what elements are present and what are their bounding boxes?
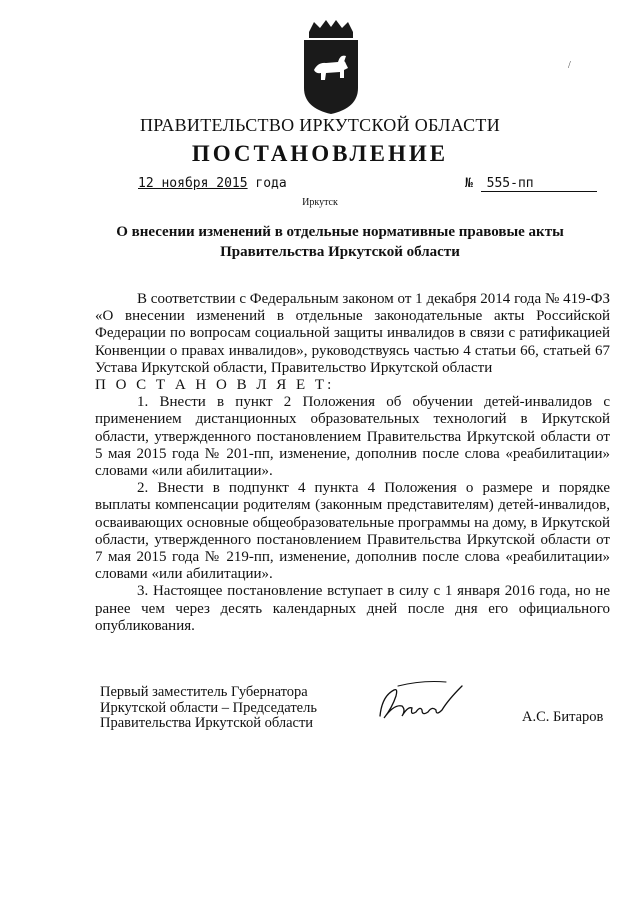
document-city: Иркутск	[302, 197, 338, 208]
item-1-paragraph: 1. Внести в пункт 2 Положения об обучении детей-инвалидов с применением дистанционных образовательных технологий в Иркутской области, утвержденного постановлением Правительства Иркутской области от 5 мая 2015 года № 201-пп, изменение, дополнив после слова «реабилитации» словами «или абилитации».	[95, 394, 610, 480]
document-body	[95, 291, 610, 635]
item-2-paragraph: 2. Внести в подпункт 4 пункта 4 Положения о размере и порядке выплаты компенсации родителям (законным представителям) детей-инвалидов, осваивающих основные общеобразовательные программы на дому, в Иркутской области, утвержденного постановлением Правительства Иркутской области от 7 мая 2015 года № 219-пп, изменение, дополнив после слова «реабилитации» словами «или абилитации».	[95, 480, 610, 583]
preamble-paragraph: В соответствии с Федеральным законом от 1 декабря 2014 года № 419-ФЗ «О внесении изменений в отдельные законодательные акты Российской Федерации по вопросам социальной защиты инвалидов в связи с ратификацией Конвенции о правах инвалидов», руководствуясь частью 4 статьи 66, статьей 67 Устава Иркутской области, Правительство Иркутской области	[95, 291, 610, 376]
signer-name: А.С. Битаров	[522, 709, 604, 725]
title-line-1: О внесении изменений в отдельные нормативные правовые акты	[116, 224, 564, 240]
item-3-paragraph: 3. Настоящее постановление вступает в силу с 1 января 2016 года, но не ранее чем через десять календарных дней после дня его официального опубликования.	[95, 583, 610, 634]
number-value: 555-пп	[481, 176, 597, 192]
signer-position	[100, 685, 317, 732]
date-suffix: года	[255, 176, 287, 191]
handwritten-signature	[372, 676, 472, 724]
document-date	[138, 176, 287, 191]
resolve-heading: П О С Т А Н О В Л Я Е Т:	[95, 377, 335, 394]
signer-position-line-3: Правительства Иркутской области	[100, 715, 314, 731]
title-line-2: Правительства Иркутской области	[220, 244, 460, 260]
scan-mark: /	[568, 60, 571, 71]
document-title	[80, 222, 600, 262]
coat-of-arms-icon	[300, 18, 362, 116]
number-prefix: №	[465, 176, 473, 191]
signer-position-line-2: Иркутской области – Председатель	[100, 699, 317, 716]
document-number	[465, 176, 597, 192]
signer-position-line-1: Первый заместитель Губернатора	[100, 684, 308, 700]
organization-name: ПРАВИТЕЛЬСТВО ИРКУТСКОЙ ОБЛАСТИ	[139, 115, 501, 135]
date-value: 12 ноября 2015	[138, 176, 248, 191]
document-type: ПОСТАНОВЛЕНИЕ	[191, 141, 449, 166]
